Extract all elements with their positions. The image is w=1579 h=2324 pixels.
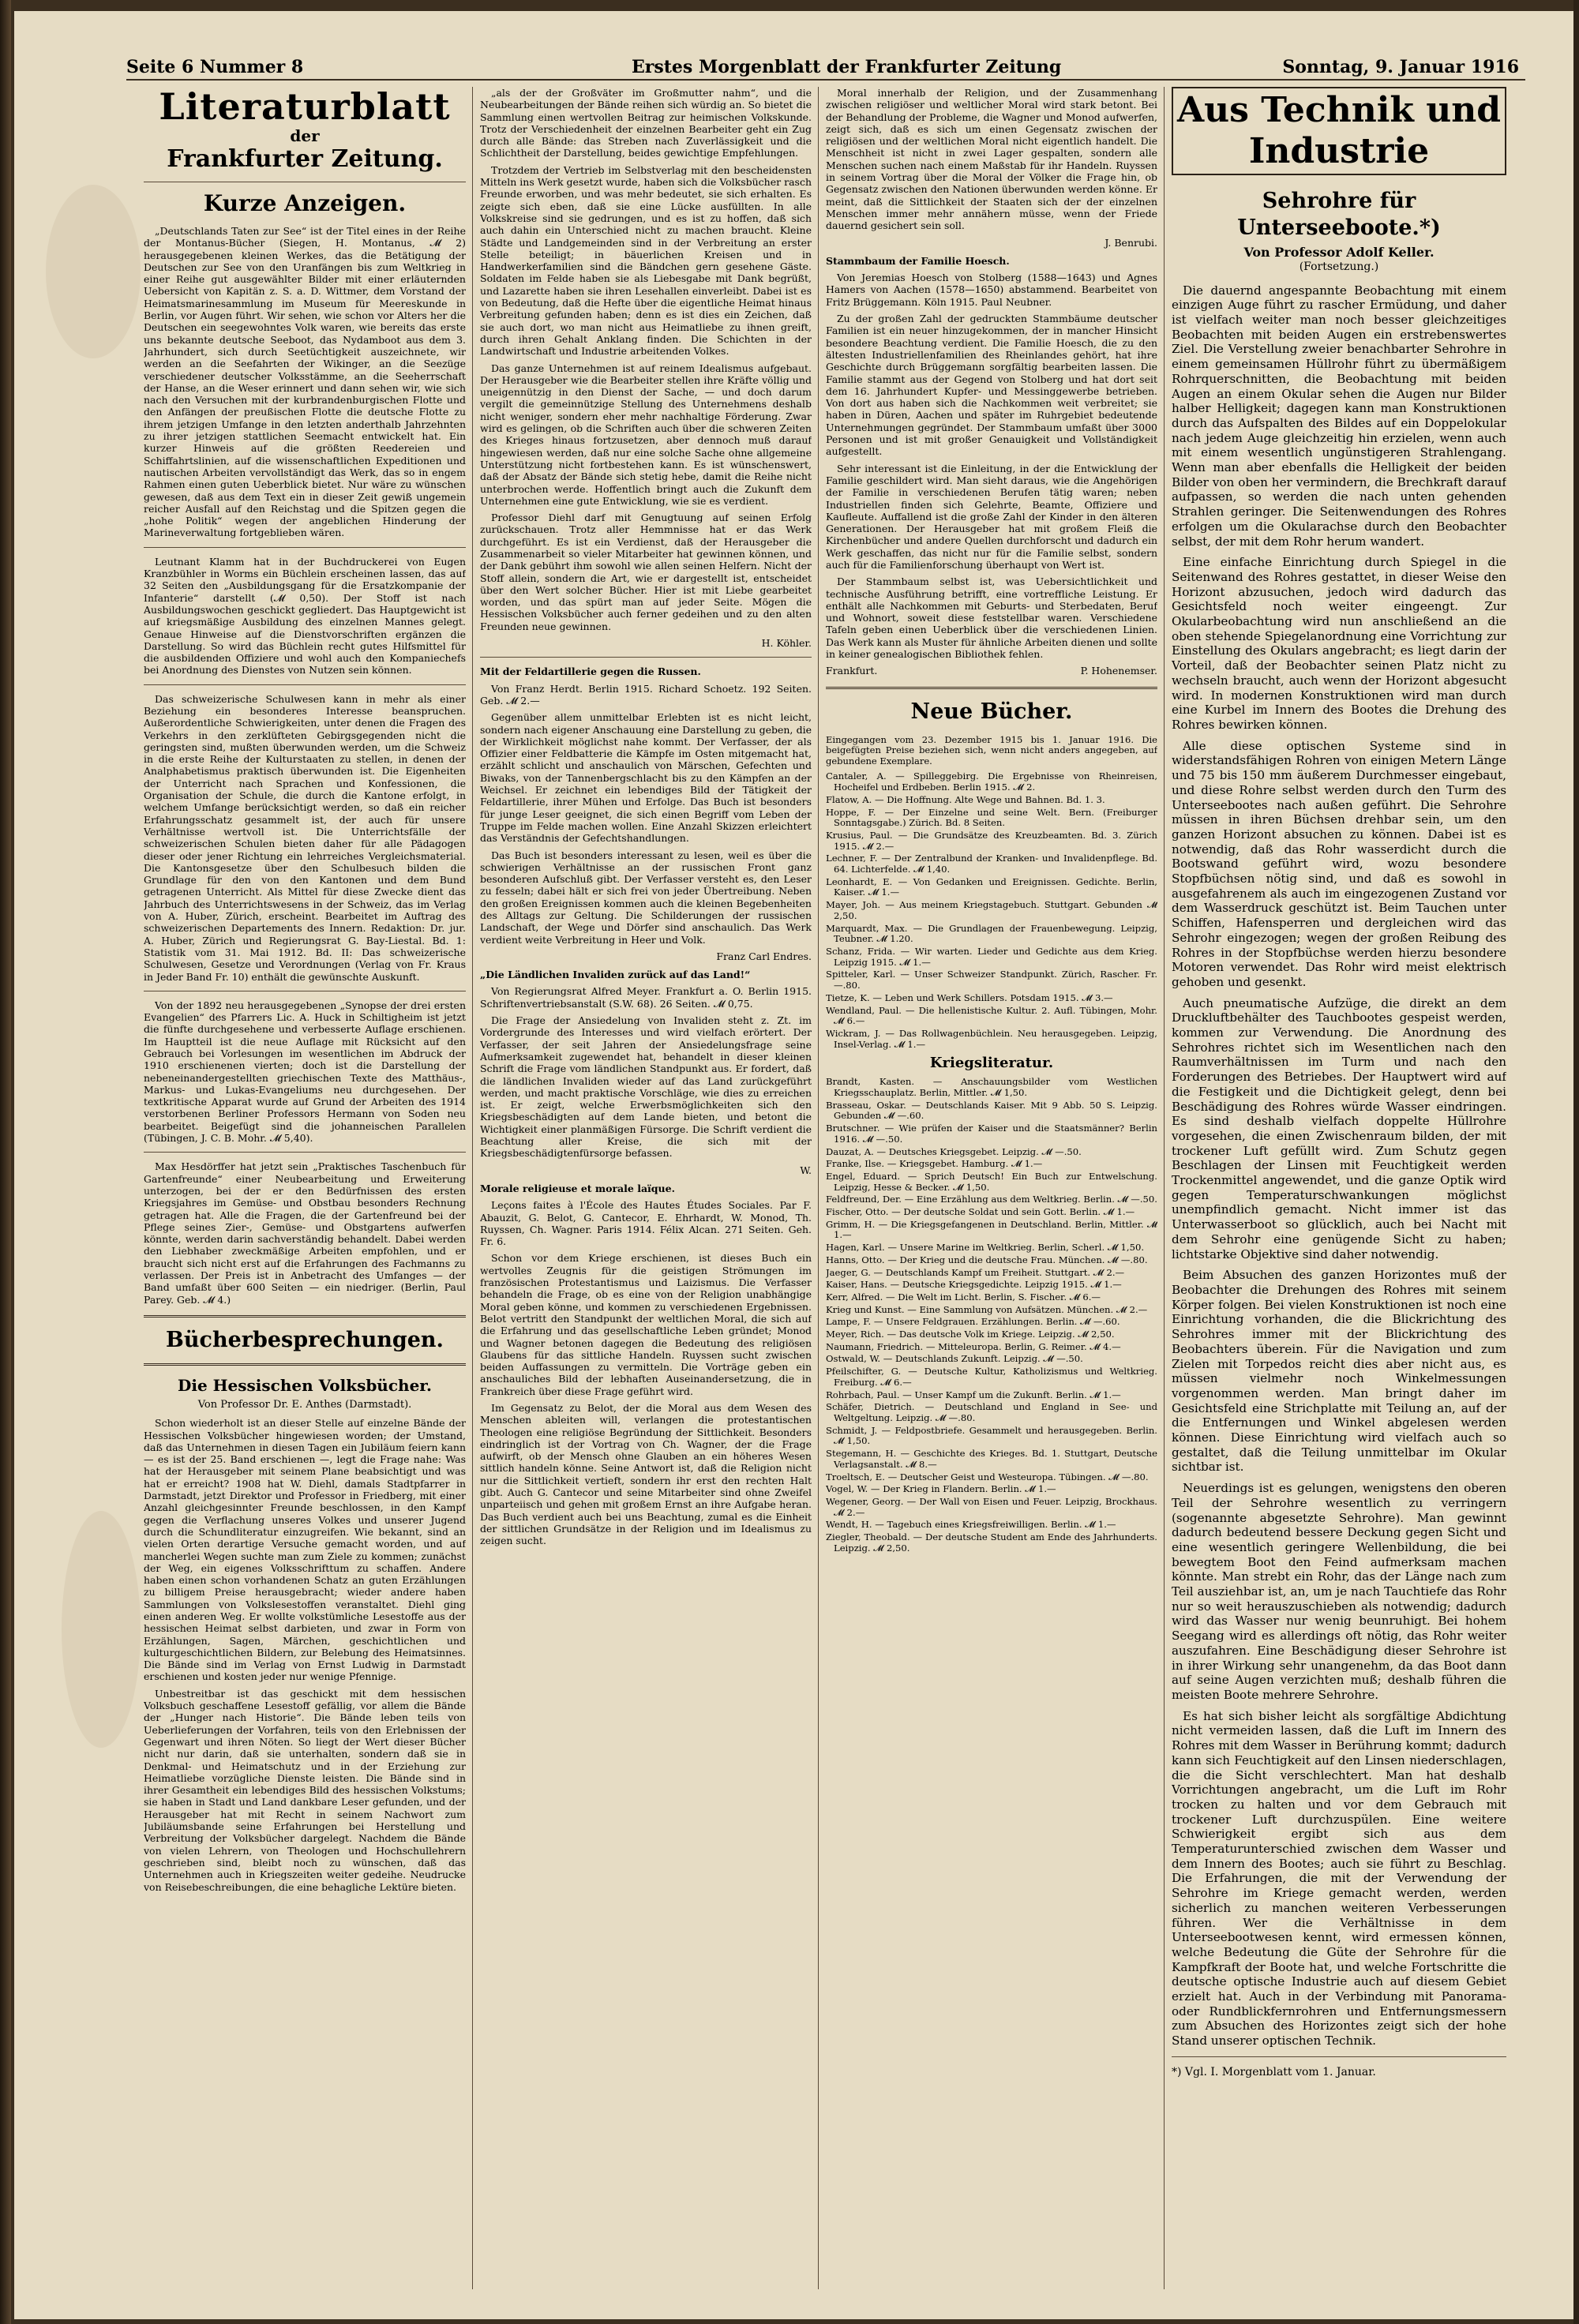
list-item: Brandt, Kasten. — Anschauungsbilder vom Westlichen Kriegsschauplatz. Berlin, Mittler. 𝓜 1,50. — [826, 1076, 1157, 1099]
signature-line — [826, 665, 1157, 677]
article-text: Sehr interessant ist die Einleitung, in der die Entwicklung der Familie geschildert wird. Man sieht daraus, wie die Angehörigen der Familie in verschiedenen Berufen tätig waren; neben Industriellen finden sich Gelehrte, Beamte, Offiziere und Kaufleute. Auffallend ist die große Zahl der Kinder in den älteren Generationen. Der Herausgeber hat mit großem Fleiß die Kirchenbücher und andere Quellen durchforscht und dadurch ein Werk geschaffen, das nicht nur für die Familie selbst, sondern auch für die Familienforschung überhaupt von Wert ist. — [826, 462, 1157, 571]
review-title: Morale religieuse et morale laïque. — [480, 1182, 675, 1194]
article-text: Von der 1892 neu herausgegebenen „Synopse der drei ersten Evangelien“ des Pfarrers Lic. A. Huck in Schiltigheim ist jetzt die fünfte durchgesehene und verbesserte Auflage erschienen. Im Hauptteil ist die neue Auflage mit Rücksicht auf den Gebrauch bei Vorlesungen im wesentlichen im Abdruck der 1910 erschienenen vierten; doch ist die Darstellung der nebeneinandergestellten griechischen Texte des Matthäus-, Markus- und Lukas-Evangeliums neu durchgesehen. Der textkritische Apparat wurde auf Grund der Arbeiten des 1914 verstorbenen Berliner Professors Hermann von Soden neu bearbeitet. Beigefügt sind die johanneischen Parallelen (Tübingen, J. C. B. Mohr. 𝓜 5,40). — [144, 999, 466, 1145]
column-4 — [1172, 87, 1506, 2297]
review-meta: Von Franz Herdt. Berlin 1915. Richard Schoetz. 192 Seiten. Geb. 𝓜 2.— — [480, 682, 812, 707]
book-list — [826, 771, 1157, 1050]
article-text: Auch pneumatische Aufzüge, die direkt an dem Druckluftbehälter des Tauchbootes gespeist werden, kommen zur Verwendung. Die Anordnung des Sehrohres richtet sich im Wesentlichen nach den Raumverhältnissen im Turm und nach den Forderungen des Betriebes. Der Hauptwert wird auf die Festigkeit und die Dichtigkeit gelegt, denn bei Beschädigung des Rohres würde Wasser eindringen. Es sind deshalb vielfach doppelte Hüllrohre vorgesehen, die einen Zwischenraum bilden, der mit trockener Luft gefüllt wird. Zum Schutz gegen Beschlagen der Linsen mit Feuchtigkeit werden Trockenmittel angewendet, und die ganze Optik wird gegen Temperaturschwankungen möglichst unempfindlich gemacht. Nicht immer ist das Unterwasserboot so glücklich, auch bei Nacht mit dem Sehrohr eine genügende Sicht zu haben; lichtstarke Objektive sind daher notwendig. — [1172, 995, 1506, 1261]
list-item: Meyer, Rich. — Das deutsche Volk im Kriege. Leipzig. 𝓜 2,50. — [826, 1329, 1115, 1340]
list-item: Schanz, Frida. — Wir warten. Lieder und Gedichte aus dem Krieg. Leipzig 1915. 𝓜 1.— — [826, 945, 1157, 968]
article-text: Der Stammbaum selbst ist, was Uebersichtlichkeit und technische Ausführung betrifft, eine vortreffliche Leistung. Er enthält alle Nachkommen mit Geburts- und Sterbedaten, Beruf und Wohnort, soweit diese feststellbar waren. Verschiedene Tafeln geben einen Ueberblick über die verschiedenen Linien. Das Werk kann als Muster für ähnliche Arbeiten dienen und sollte in keiner genealogischen Bibliothek fehlen. — [826, 575, 1157, 661]
double-divider — [144, 1363, 466, 1366]
list-item: Schmidt, J. — Feldpostbriefe. Gesammelt und herausgegeben. Berlin. 𝓜 1,50. — [826, 1424, 1157, 1447]
review-meta: Von Jeremias Hoesch von Stolberg (1588—1643) und Agnes Hamers von Aachen (1578—1650) abstammend. Bearbeitet von Fritz Brüggemann. Köln 1915. Paul Neubner. — [826, 272, 1157, 308]
article-title: Sehrohre für Unterseeboote.*) — [1237, 189, 1441, 240]
column-rule — [1164, 87, 1165, 2289]
article-text: Neuerdings ist es gelungen, wenigstens den oberen Teil der Sehrohre wesentlich zu verringern (sogenannte abgesetzte Sehrohre). Man gewinnt dadurch bedeutend bessere Deckung gegen Sicht und eine wesentlich geringere Wellenbildung, die bei bewegtem Boot den Feind aufmerksam machen könnte. Man strebt ein Rohr, das der Länge nach zum Teil ausziehbar ist, an, um je nach Tauchtiefe das Rohr nur so weit herauszuschieben als notwendig; dadurch wird das Wasser nur wenig beunruhigt. Bei hohem Seegang wird es allerdings oft nötig, das Rohr weiter auszufahren. Eine Beschädigung dieser Sehrohre ist in ihrer Wirkung sehr unangenehm, da das Boot dann auf seine Augen verzichten muß; deshalb führen die meisten Boote mehrere Sehrohre. — [1172, 1481, 1506, 1702]
page-edge — [1573, 0, 1579, 2324]
list-item: Krieg und Kunst. — Eine Sammlung von Aufsätzen. München. 𝓜 2.— — [826, 1303, 1148, 1315]
byline: Von Professor Adolf Keller. — [1243, 245, 1435, 260]
list-item: Marquardt, Max. — Die Grundlagen der Frauenbewegung. Leipzig, Teubner. 𝓜 1.20. — [826, 922, 1157, 945]
list-item: Krusius, Paul. — Die Grundsätze des Kreuzbeamten. Bd. 3. Zürich 1915. 𝓜 2.— — [826, 829, 1157, 852]
article-text: Die Frage der Ansiedelung von Invaliden steht z. Zt. im Vordergrunde des Interesses und wird vielfach erörtert. Der Verfasser, der seit Jahren der Ansiedelungsfrage seine Aufmerksamkeit zugewendet hat, behandelt in dieser kleinen Schrift die Frage vom ländlichen Standpunkt aus. Er fordert, daß die ländlichen Invaliden wieder auf das Land zurückgeführt werden, und macht praktische Vorschläge, wie dies zu erreichen ist. Er zeigt, welche Erwerbsmöglichkeiten sich den Kriegsbeschädigten auf dem Lande bieten, und betont die Wichtigkeit einer planmäßigen Fürsorge. Die Schrift verdient die Beachtung aller Kreise, die sich mit der Kriegsbeschädigtenfürsorge befassen. — [480, 1014, 812, 1160]
section-heading: Bücherbesprechungen. — [166, 1327, 444, 1352]
paper-stain — [62, 1511, 141, 1748]
signature: P. Hohenemser. — [1080, 665, 1157, 677]
list-item: Stegemann, H. — Geschichte des Krieges. Bd. 1. Stuttgart, Deutsche Verlagsanstalt. 𝓜 8.— — [826, 1448, 1157, 1470]
list-item: Wegener, Georg. — Der Wall von Eisen und Feuer. Leipzig, Brockhaus. 𝓜 2.— — [826, 1495, 1157, 1518]
list-item: Troeltsch, E. — Deutscher Geist und Westeuropa. Tübingen. 𝓜 —.80. — [826, 1471, 1149, 1482]
list-item: Brasseau, Oskar. — Deutschlands Kaiser. Mit 9 Abb. 50 S. Leipzig. Gebunden 𝓜 —.60. — [826, 1099, 1157, 1122]
column-3 — [826, 87, 1157, 2297]
divider — [144, 1152, 466, 1153]
technik-masthead: Aus Technik und Industrie — [1177, 90, 1501, 171]
article-text: Im Gegensatz zu Belot, der die Moral aus dem Wesen des Menschen ableiten will, verlangen die protestantischen Theologen eine religiöse Begründung der Sittlichkeit. Besonders eindringlich ist der Vortrag von Ch. Wagner, der die Frage aufwirft, ob der Mensch ohne Glauben an ein höheres Wesen sittlich handeln könne. Seine Antwort ist, daß die Religion nicht nur die Sittlichkeit vertieft, sondern ihr erst den rechten Halt gibt. Auch G. Cantecor und seine Mitarbeiter sind ohne Zweifel unparteiisch und gehen mit großem Ernst an ihre Aufgabe heran. Das Buch verdient auch bei uns Beachtung, zumal es die Einheit der sittlichen Grundsätze in der Religion und im Idealismus zu zeigen sucht. — [480, 1401, 812, 1547]
list-item: Hanns, Otto. — Der Krieg und die deutsche Frau. München. 𝓜 —.80. — [826, 1254, 1148, 1265]
byline: Von Professor Dr. E. Anthes (Darmstadt). — [197, 1398, 412, 1411]
article-text: Moral innerhalb der Religion, und der Zusammenhang zwischen religiöser und weltlicher Moral wird stark betont. Bei der Behandlung der Probleme, die Wagner und Monod aufwerfen, zeigt sich, daß es sich um einen Gegensatz zwischen der religiösen und der weltlichen Moral nicht eigentlich handelt. Die Menschheit ist nicht in zwei Lager gespalten, sondern alle Menschen suchen nach einem Maßstab für ihr Handeln. Ruyssen in seinem Vortrag über die Moral der Völker die Frage hin, ob Gegensatz zwischen den Nationen überwunden werden könne. Er meint, daß die Sittlichkeit der Staaten sich der der einzelnen Menschen immer mehr annähern müsse, wenn der Friede dauernd gesichert sein soll. — [826, 87, 1157, 232]
article-text: Das Buch ist besonders interessant zu lesen, weil es über die schwierigen Verhältnisse an der russischen Front ganz besonderen Aufschluß gibt. Der Verfasser versteht es, den Leser zu fesseln; dabei hält er sich frei von jeder Übertreibung. Neben den großen Ereignissen kommen auch die kleinen Begebenheiten des Alltags zur Geltung. Die Schilderungen der russischen Landschaft, der Wege und Dörfer sind anschaulich. Das Werk verdient weite Verbreitung in Heer und Volk. — [480, 849, 812, 946]
footnote: *) Vgl. I. Morgenblatt vom 1. Januar. — [1172, 2065, 1376, 2078]
list-item: Pfeilschifter, G. — Deutsche Kultur, Katholizismus und Weltkrieg. Freiburg. 𝓜 6.— — [826, 1366, 1157, 1388]
article-text: Das schweizerische Schulwesen kann in mehr als einer Beziehung ein besonderes Interesse beanspruchen. Außerordentliche Schwierigkeiten, unter denen die Fragen des Verkehrs in den zerklüfteten Gebirgsgegenden nicht die geringsten sind, mußten überwunden werden, um die Schweiz in die erste Reihe der Kulturstaaten zu stellen, in denen der Analphabetismus praktisch überwunden ist. Die Eigenheiten der Unterricht nach Sprachen und Konfessionen, die Organisation der Schule, die durch die Kantone erfolgt, in welchem Umfange berücksichtigt werden, so daß ein reicher Erfahrungsschatz gesammelt ist, der auch für unsere Verhältnisse wertvoll ist. Die Unterrichtsfälle der schweizerischen Schulen bieten daher für alle Pädagogen dieser oder jener Richtung ein lehrreiches Vergleichsmaterial. Die Kantonsgesetze über den Schulbesuch bilden die Grundlage für den von den Kantonen und dem Bund getragenen Unterricht. Als Mittel für diese Zwecke dient das Jahrbuch des Unterrichtswesens in der Schweiz, das im Verlag von A. Huber, Zürich, erscheint. Bearbeitet im Auftrag des schweizerischen Departements des Innern. Redaktion: Dr. jur. A. Huber, Zürich und Regierungsrat G. Bay-Liestal. Bd. 1: Statistik vom 31. Mai 1912. Bd. II: Das schweizerische Schulwesen, Gesetze und Verordnungen (Verlag von Fr. Kraus in Jeder Band Fr. 10) enthält die gewünschte Auskunft. — [144, 692, 466, 983]
list-item: Flatow, A. — Die Hoffnung. Alte Wege und Bahnen. Bd. 1. 3. — [826, 793, 1105, 805]
continuation-note: (Fortsetzung.) — [1299, 261, 1379, 274]
divider — [1172, 2056, 1506, 2057]
signature: J. Benrubi. — [1105, 236, 1157, 249]
list-item: Lechner, F. — Der Zentralbund der Kranken- und Invalidenpflege. Bd. 64. Lichterfelde. 𝓜 1,40. — [826, 853, 1157, 875]
section-heading: Kurze Anzeigen. — [203, 190, 407, 216]
list-item: Schäfer, Dietrich. — Deutschland und England in See- und Weltgeltung. Leipzig. 𝓜 —.80. — [826, 1401, 1157, 1423]
list-item: Kaiser, Hans. — Deutsche Kriegsgedichte. Leipzig 1915. 𝓜 1.— — [826, 1279, 1122, 1291]
article-text: Trotzdem der Vertrieb im Selbstverlag mit den bescheidensten Mitteln ins Werk gesetzt wurde, haben sich die Volksbücher rasch Freunde erworben, und was mehr bedeutet, sie sich erhalten. Es zeigte sich eben, daß sie eine Lücke ausfüllten. In alle Volkskreise sind sie gedrungen, und es ist zu hoffen, daß sich auch dahin ein Unterschied nicht zu machen braucht. Kleine Städte und Landgemeinden sind in der Verbreitung an erster Stelle beteiligt; in bäuerlichen Kreisen und in Handwerkerfamilien sind die Bändchen gern gesehene Gäste. Soldaten im Felde haben sie als Liebesgabe mit Dank begrüßt, und Lazarette haben sie ihren Lesehallen einverleibt. Dabei ist es von Bedeutung, daß die Hefte über die eigentliche Heimat hinaus Verbreitung gefunden haben; denn es ist dies ein Zeichen, daß sie auch dort, wo man nicht aus Heimatliebe zu ihnen greift, durch ihren Gehalt Anklang finden. Die Schichten in der Landwirtschaft und Industrie arbeitenden Volkes. — [480, 163, 812, 358]
list-item: Jaeger, G. — Deutschlands Kampf um Freiheit. Stuttgart. 𝓜 2.— — [826, 1266, 1125, 1278]
column-rule — [472, 87, 473, 2289]
list-item: Vogel, W. — Der Krieg in Flandern. Berlin. 𝓜 1.— — [826, 1483, 1056, 1495]
list-item: Naumann, Friedrich. — Mitteleuropa. Berlin, G. Reimer. 𝓜 4.— — [826, 1340, 1121, 1352]
review-meta: Von Regierungsrat Alfred Meyer. Frankfurt a. O. Berlin 1915. Schriftenvertriebsanstalt (S.W. 68). 26 Seiten. 𝓜 0,75. — [480, 985, 812, 1010]
article-text: Schon wiederholt ist an dieser Stelle auf einzelne Bände der Hessischen Volksbücher hingewiesen worden; der Umstand, daß das Unternehmen in diesen Tagen ein Jubiläum feiern kann — es ist der 25. Band erschienen —, legt die Frage nahe: Was hat der Herausgeber mit seinem Plane beabsichtigt und was hat er erreicht? 1908 hat W. Diehl, damals Stadtpfarrer in Darmstadt, jetzt Direktor und Professor in Friedberg, mit einer Anzahl gleichgesinnter Freunde beschlossen, in den Kampf gegen die Verflachung unseres Volkes und unserer Jugend durch die Schundliteratur einzugreifen. Wie bekannt, sind an vielen Orten derartige Versuche gemacht worden, und auf mancherlei Wegen suchte man zum Ziele zu kommen; zunächst der Weg, ein eigenes Volksschrifttum zu schaffen. Andere haben einen schon vorhandenen Schatz an guten Erzählungen zu billigem Preise herausgebracht; wieder andere haben Sammlungen von Volkslesestoffen veranstaltet. Diehl ging einen anderen Weg. Er wollte volkstümliche Lesestoffe aus der hessischen Heimat selbst darbieten, und zwar in Form von Erzählungen, Sagen, Märchen, geschichtlichen und kulturgeschichtlichen Bildern, zur Belebung des Heimatsinnes. Die Bände sind im Verlag von Ernst Ludwig in Darmstadt erschienen und kosten jeder nur wenige Pfennige. — [144, 1417, 466, 1683]
list-intro: Eingegangen vom 23. Dezember 1915 bis 1. Januar 1916. Die beigefügten Preise beziehen sich, wenn nicht anders angegeben, auf gebundene Exemplare. — [826, 733, 1157, 767]
list-item: Brutschner. — Wie prüfen der Kaiser und die Staatsmänner? Berlin 1916. 𝓜 —.50. — [826, 1123, 1157, 1145]
list-item: Hagen, Karl. — Unsere Marine im Weltkrieg. Berlin, Scherl. 𝓜 1,50. — [826, 1242, 1145, 1254]
list-item: Grimm, H. — Die Kriegsgefangenen in Deutschland. Berlin, Mittler. 𝓜 1.— — [826, 1218, 1157, 1241]
page-number: Seite 6 Nummer 8 — [126, 57, 304, 77]
section-heading: Neue Bücher. — [910, 699, 1073, 724]
article-text: Eine einfache Einrichtung durch Spiegel in die Seitenwand des Rohres gestattet, in dieser Weise den Horizont abzusuchen, jedoch wird dadurch das Gesichtsfeld noch weiter eingeengt. Zur Okularbeobachtung wird nun anschließend an die oben stehende Spiegelanordnung eine Vorrichtung zur Einstellung des Okulars angebracht; es liegt darin der Vorteil, daß der Beobachter seinen Platz nicht zu wechseln braucht, auch wenn der Horizont abgesucht wird. In modernen Konstruktionen wird man durch eine Kurbel im Innern des Bootes die Drehung des Rohres bewirken können. — [1172, 555, 1506, 732]
literaturblatt-subtitle: Frankfurter Zeitung. — [167, 145, 443, 173]
masthead: Erstes Morgenblatt der Frankfurter Zeitung — [632, 57, 1062, 77]
list-item: Engel, Eduard. — Sprich Deutsch! Ein Buch zur Entwelschung. Leipzig, Hesse & Becker. 𝓜 1,50. — [826, 1170, 1157, 1193]
list-item: Ostwald, W. — Deutschlands Zukunft. Leipzig. 𝓜 —.50. — [826, 1353, 1083, 1365]
paper-stain — [46, 185, 141, 358]
divider — [144, 547, 466, 548]
article-text: Professor Diehl darf mit Genugtuung auf seinen Erfolg zurückschauen. Trotz aller Hemmnisse hat er das Werk durchgeführt. Es ist ein Verdienst, daß der Herausgeber die Zusammenarbeit so vieler Mitarbeiter hat gewinnen können, und der Dank gebührt ihm sowohl wie allen seinen Helfern. Nicht der Stoff allein, sondern die Art, wie er dargestellt ist, entscheidet über den Wert solcher Bücher. Hier ist mit Liebe gearbeitet worden, und das spürt man auf jeder Seite. Mögen die Hessischen Volksbücher auch ferner gedeihen und zu den alten Freunden neue gewinnen. — [480, 512, 812, 632]
list-item: Fischer, Otto. — Der deutsche Soldat und sein Gott. Berlin. 𝓜 1.— — [826, 1206, 1135, 1218]
place: Frankfurt. — [826, 665, 878, 677]
column-1 — [144, 87, 466, 2297]
list-item: Tietze, K. — Leben und Werk Schillers. Potsdam 1915. 𝓜 3.— — [826, 991, 1113, 1003]
article-text: Das ganze Unternehmen ist auf reinem Idealismus aufgebaut. Der Herausgeber wie die Bearbeiter stellen ihre Kräfte völlig und uneigennützig in den Dienst der Sache, — und doch darum vergilt die gemeinnützige Stellung des Unternehmens deshalb nicht weniger, sondern eher mehr nachhaltige Förderung. Zwar wird es gelingen, ob die Schriften auch über die schweren Zeiten des Krieges hinaus fortzusetzen, aber dennoch muß darauf hingewiesen werden, daß nur eine solche Sache ohne allgemeine Unterstützung nicht fortbestehen kann. Es ist wünschenswert, daß der Absatz der Bände sich stetig hebe, damit die Reihe nicht unterbrochen werde. Hoffentlich bringt auch die Zukunft dem Unternehmen eine gute Entwicklung, wie sie es verdient. — [480, 362, 812, 507]
double-divider — [826, 687, 1157, 689]
review-title: Stammbaum der Familie Hoesch. — [826, 254, 1010, 267]
list-item: Spitteler, Karl. — Unser Schweizer Standpunkt. Zürich, Rascher. Fr. —.80. — [826, 969, 1157, 991]
article-text: Beim Absuchen des ganzen Horizontes muß der Beobachter die Drehungen des Rohres mit seinem Körper folgen. Bei vielen Konstruktionen ist noch eine Einrichtung vorhanden, die die Blickrichtung des Sehrohres immer mit der Blickrichtung des Beobachters überein. Für die Navigation und zum Zielen mit Torpedos reicht dies aber nicht aus, es müssen vielmehr noch Winkelmessungen vorgenommen werden. Man bringt daher im Gesichtsfeld eine Strichplatte mit Teilung an, auf der die Entfernungen und Winkel abgelesen werden können. Diese Einrichtung wird vielfach auch so gestaltet, daß die Teilung unmittelbar im Okular sichtbar ist. — [1172, 1268, 1506, 1475]
article-text: „als der der Großväter im Großmutter nahm“, und die Neubearbeitungen der Bände reihen sich würdig an. So bietet die Sammlung einen wertvollen Beitrag zur heimischen Volkskunde. Trotz der Verschiedenheit der einzelnen Bearbeiter geht ein Zug durch alle Bände: das Streben nach Zuverlässigkeit und die Schlichtheit der Darstellung, beides gewichtige Empfehlungen. — [480, 87, 812, 159]
article-text: Unbestreitbar ist das geschickt mit dem hessischen Volksbuch geschaffene Lesestoff gefällig, vor allem die Bände der „Hunger nach Historie“. Die Bände leben teils von Ueberlieferungen der Vorfahren, teils von den Erlebnissen der Gegenwart und ihren Nöten. So liegt der Wert dieser Bücher nicht nur darin, daß sie unterhalten, sondern daß sie in Denkmal- und Heimatschutz und in der Erziehung zur Heimatliebe vorzügliche Dienste leisten. Die Bände sind in ihrer Gesamtheit ein lebendiges Bild des hessischen Volkstums; sie haben in Stadt und Land dankbare Leser gefunden, und der Herausgeber hat mit Recht in seinem Nachwort zum Jubiläumsbande seine Erfahrungen bei Herstellung und Verbreitung der Volksbücher dargelegt. Nachdem die Bände von vielen Lehrern, von Theologen und Hochschullehrern geschrieben sind, bleibt noch zu wünschen, daß das Unternehmen auch in Kriegszeiten weiter gedeihe. Neudrucke von Reisebeschreibungen, die eine behagliche Lektüre bieten. — [144, 1687, 466, 1893]
list-item: Hoppe, F. — Der Einzelne und seine Welt. Bern. (Freiburger Sonntagsgabe.) Zürich. Bd. 8 Seiten. — [826, 806, 1157, 829]
column-2 — [480, 87, 812, 2297]
double-divider — [144, 1315, 466, 1318]
article-text: Schon vor dem Kriege erschienen, ist dieses Buch ein wertvolles Zeugnis für die geistigen Strömungen im französischen Protestantismus und Laizismus. Die Verfasser behandeln die Frage, ob es eine von der Religion unabhängige Moral geben könne, und kommen zu verschiedenen Ergebnissen. Belot vertritt den Standpunkt der weltlichen Moral, die sich auf die Erfahrung und das gesellschaftliche Leben gründet; Monod und Wagner betonen dagegen die Bedeutung des religiösen Glaubens für das sittliche Handeln. Ruyssen sucht zwischen beiden Auffassungen zu vermitteln. Die Vorträge geben ein anschauliches Bild der lebhaften Auseinandersetzung, die in Frankreich über diese Frage geführt wird. — [480, 1252, 812, 1397]
article-text: Zu der großen Zahl der gedruckten Stammbäume deutscher Familien ist ein neuer hinzugekommen, der in mancher Hinsicht besondere Beachtung verdient. Die Familie Hoesch, die zu den ältesten Industriellenfamilien des Rheinlandes gehört, hat ihre Geschichte durch Brüggemann sorgfältig bearbeiten lassen. Die Familie stammt aus der Gegend von Stolberg und hat dort seit dem 16. Jahrhundert Kupfer- und Messinggewerbe betrieben. Von dort aus haben sich die Nachkommen weit verbreitet; sie haben in Düren, Aachen und später im Ruhrgebiet bedeutende Unternehmungen gegründet. Der Stammbaum umfaßt über 3000 Personen und ist mit großer Genauigkeit und Vollständigkeit aufgestellt. — [826, 313, 1157, 458]
review-meta: Leçons faites à l'École des Hautes Études Sociales. Par F. Abauzit, G. Belot, G. Cantecor, E. Ehrhardt, W. Monod, Th. Ruyssen, Ch. Wagner. Paris 1914. Félix Alcan. 271 Seiten. Geh. Fr. 6. — [480, 1199, 812, 1248]
review-title: Mit der Feldartillerie gegen die Russen. — [480, 665, 701, 678]
literaturblatt-title: Literaturblatt — [159, 87, 451, 128]
list-item: Ziegler, Theobald. — Der deutsche Student am Ende des Jahrhunderts. Leipzig. 𝓜 2,50. — [826, 1531, 1157, 1554]
list-item: Wickram, J. — Das Rollwagenbüchlein. Neu herausgegeben. Leipzig, Insel-Verlag. 𝓜 1.— — [826, 1027, 1157, 1050]
list-item: Dauzat, A. — Deutsches Kriegsgebet. Leipzig. 𝓜 —.50. — [826, 1145, 1082, 1157]
article-title: Die Hessischen Volksbücher. — [178, 1375, 432, 1395]
divider — [480, 657, 812, 658]
article-text: Max Hesdörffer hat jetzt sein „Praktisches Taschenbuch für Gartenfreunde“ einer Neubearbeitung und Erweiterung unterzogen, bei der er den Bedürfnissen des ersten Kriegsjahres im Gemüse- und Obstbau besonders Rechnung getragen hat. Alle die Fragen, die der Gartenfreund bei der Pflege seines Zier-, Gemüse- und Obstgartens aufwerfen könnte, werden darin sachverständig behandelt. Dabei werden den Liebhaber zweckmäßige Arbeiten empfohlen, und er braucht sich nicht erst auf die Erfahrungen des Fachmanns zu verlassen. Der Preis ist in Anbetracht des Umfanges — der Band umfaßt über 600 Seiten — ein niedriger. (Berlin, Paul Parey. Geb. 𝓜 4.) — [144, 1160, 466, 1306]
list-item: Kerr, Alfred. — Die Welt im Licht. Berlin, S. Fischer. 𝓜 6.— — [826, 1291, 1101, 1303]
list-item: Feldfreund, Der. — Eine Erzählung aus dem Weltkrieg. Berlin. 𝓜 —.50. — [826, 1194, 1157, 1205]
list-item: Rohrbach, Paul. — Unser Kampf um die Zukunft. Berlin. 𝓜 1.— — [826, 1389, 1121, 1400]
header-rule — [126, 79, 1525, 81]
article-text: Leutnant Klamm hat in der Buchdruckerei von Eugen Kranzbühler in Worms ein Büchlein erscheinen lassen, das auf 32 Seiten den „Ausbildungsgang für die Ersatzkompanie der Infanterie“ darstellt (𝓜 0,50). Der Stoff ist nach Ausbildungswochen geschickt gegliedert. Das Hauptgewicht ist auf kriegsmäßige Ausbildung des einzelnen Mannes gelegt. Genaue Hinweise auf die Dienstvorschriften ergänzen die Darstellung. So wird das Büchlein recht gutes Hilfsmittel für die ausbildenden Offiziere und wohl auch den Kompaniechefs bei Anordnung des Dienstes von Nutzen sein können. — [144, 555, 466, 677]
signature: Franz Carl Endres. — [716, 950, 812, 962]
review-title: „Die Ländlichen Invaliden zurück auf das Land!“ — [480, 969, 751, 981]
article-text: „Deutschlands Taten zur See“ ist der Titel eines in der Reihe der Montanus-Bücher (Siegen, H. Montanus, 𝓜 2) herausgegebenen kleinen Werkes, das die Betätigung der Deutschen zur See von den Uranfängen bis zum Weltkrieg in einer Reihe gut ausgewählter Bilder mit einer erläuternden Uebersicht von Kapitän z. S. a. D. Wittmer, dem Vorstand der Heimatsmarinesammlung im Museum für Meereskunde in Berlin, vor Augen führt. Wir sehen, wie schon vor Alters her die Deutschen ein seegewohntes Volk waren, wie bereits das erste uns bekannte deutsche Seeboot, das Nydamboot aus dem 3. Jahrhundert, sich durch Seetüchtigkeit auszeichnete, wir werden an die Seefahrten der Wikinger, an die Seezüge verschiedener deutscher Volksstämme, an die Seeherrschaft der Hanse, an die Weser erinnert und dann sehen wir, wie sich nach den Versuchen mit der kurbrandenburgischen Flotte und den Anfängen der preußischen Flotte die deutsche Flotte zu ihrem jetzigen Umfange in den letzten anderthalb Jahrzehnten zu ihrer jetzigen stattlichen Seemacht entwickelt hat. Ein kurzer Hinweis auf die größten Reedereien und Schiffahrtslinien, auf die wissenschaftlichen Expeditionen und nautischen Arbeiten vervollständigt das Werk, das so in engem Rahmen einen guten Ueberblick bietet. Nur wäre zu wünschen gewesen, daß aus dem Text ein in dieser Zeit gewiß ungemein reicher Ausfall auf den Reichstag und die Spitzen gegen die „hohe Politik“ wegen der angeblichen Hinderung der Marineverwaltung fortgeblieben wären. — [144, 225, 466, 539]
list-item: Wendland, Paul. — Die hellenistische Kultur. 2. Aufl. Tübingen, Mohr. 𝓜 6.— — [826, 1004, 1157, 1027]
article-text: Es hat sich bisher leicht als sorgfältige Abdichtung nicht vermeiden lassen, daß die Luft im Innern des Rohres mit dem Wasser in Berührung kommt; dadurch kann sich Feuchtigkeit auf den Linsen niederschlagen, die die Sicht verschlechtert. Man hat deshalb Vorrichtungen angebracht, um die Luft im Rohr trocken zu halten und vor dem Gebrauch mit trockener Luft durchzuspülen. Eine weitere Schwierigkeit ergibt sich aus dem Temperaturunterschied zwischen dem Wasser und dem Innern des Bootes; auch sie führt zu Beschlag. Die Erfahrungen, die mit der Verwendung der Sehrohre im Kriege gemacht werden, werden sicherlich zu manchen weiteren Verbesserungen führen. Wer die Verhältnisse in dem Unterseebootwesen kennt, wird ermessen können, welche Bedeutung die Güte der Sehrohre für die Kampfkraft der Boote hat, und welche Fortschritte die deutsche optische Industrie auch auf diesem Gebiet erzielt hat. Auch in der Verbindung mit Panorama- oder Rundblickfernrohren und Entfernungsmessern zum Absuchen des Horizontes zeigt sich der hohe Stand unserer optischen Technik. — [1172, 1708, 1506, 2048]
list-item: Mayer, Joh. — Aus meinem Kriegstagebuch. Stuttgart. Gebunden 𝓜 2,50. — [826, 899, 1157, 921]
list-item: Franke, Ilse. — Kriegsgebet. Hamburg. 𝓜 1.— — [826, 1158, 1043, 1170]
article-text: Gegenüber allem unmittelbar Erlebten ist es nicht leicht, sondern nach eigener Anschauung eine Darstellung zu geben, die der Wirklichkeit möglichst nahe kommt. Der Verfasser, der als Offizier einer Feldbatterie die Kämpfe im Osten mitgemacht hat, erzählt schlicht und anschaulich von Märschen, Gefechten und Biwaks, von der Tannenbergschlacht bis zu den Kämpfen an der Weichsel. Er zeichnet ein lebendiges Bild der Tätigkeit der Feldartillerie, ihrer Mühen und Erfolge. Das Buch ist besonders für junge Leser geeignet, die sich einen Begriff vom Leben der Truppe im Felde machen wollen. Eine Anzahl Skizzen erleichtert das Verständnis der Gefechtshandlungen. — [480, 711, 812, 845]
article-text: Die dauernd angespannte Beobachtung mit einem einzigen Auge führt zu rascher Ermüdung, und daher ist vielfach weiter man noch besser gleichzeitiges Beobachten mit beiden Augen ein erstrebenswertes Ziel. Die Verstellung zweier benachbarter Sehrohre in einem gemeinsamen Hüllrohr führt zu übermäßigem Rohrquerschnitten, die Beobachtung mit beiden Augen an einem Okular sehen die Augen nur Bilder halber Helligkeit; dagegen kann man Konstruktionen durch das Aufspalten des Bildes auf ein Doppelokular nach jedem Auge gleichzeitig hin erzielen, wenn auch mit einem wesentlich ungünstigeren Strahlengang. Wenn man aber ebenfalls die Helligkeit der beiden Bilder von oben her vermindern, die Brechkraft darauf aufpassen, so werden die nach unten gehenden Strahlen geringer. Die Seitenwendungen des Rohres erfolgen um die Okularachse durch den Beobachter selbst, der mit dem Rohr herum wandert. — [1172, 283, 1506, 549]
issue-date: Sonntag, 9. Januar 1916 — [1282, 57, 1519, 77]
section-heading: Kriegsliteratur. — [929, 1055, 1054, 1072]
technik-masthead-box — [1172, 87, 1506, 175]
signature: W. — [800, 1164, 812, 1176]
binding-gutter — [0, 0, 11, 2324]
article-text: Alle diese optischen Systeme sind in widerstandsfähigen Rohren von einigen Metern Länge und 75 bis 150 mm äußerem Durchmesser eingebaut, und diese Rohre selbst werden durch den Turm des Unterseebootes nach außen geführt. Die Sehrohre müssen in ihren Büchsen drehbar sein, um den ganzen Horizont absuchen zu können. Dabei ist es notwendig, daß das Rohr wasserdicht durch die Bootswand geführt wird, wozu besondere Stopfbüchsen nötig sind, und daß es sowohl in ausgefahrenem als auch im eingezogenen Zustand vor dem Wasserdruck geschützt ist. Beim Tauchen unter Schiffen, Hafensperren und dergleichen wird das Sehrohr eingezogen; wegen der großen Reibung des Rohres in der Stopfbüchse werden hierzu besondere Motoren verwendet. Das Rohr wird meist elektrisch gehoben und gesenkt. — [1172, 738, 1506, 989]
list-item: Lampe, F. — Unsere Feldgrauen. Erzählungen. Berlin. 𝓜 —.60. — [826, 1316, 1120, 1328]
list-item: Cantaler, A. — Spilleggebirg. Die Ergebnisse von Rheinreisen, Hocheifel und Erdbeben. Berlin 1915. 𝓜 2. — [826, 770, 1157, 793]
column-rule — [818, 87, 819, 2289]
signature: H. Köhler. — [761, 637, 812, 650]
divider — [144, 684, 466, 685]
list-item: Leonhardt, E. — Von Gedanken und Ereignissen. Gedichte. Berlin, Kaiser. 𝓜 1.— — [826, 875, 1157, 898]
war-literature-list — [826, 1077, 1157, 1554]
list-item: Wendt, H. — Tagebuch eines Kriegsfreiwilligen. Berlin. 𝓜 1.— — [826, 1519, 1116, 1531]
literaturblatt-der: der — [290, 126, 320, 145]
